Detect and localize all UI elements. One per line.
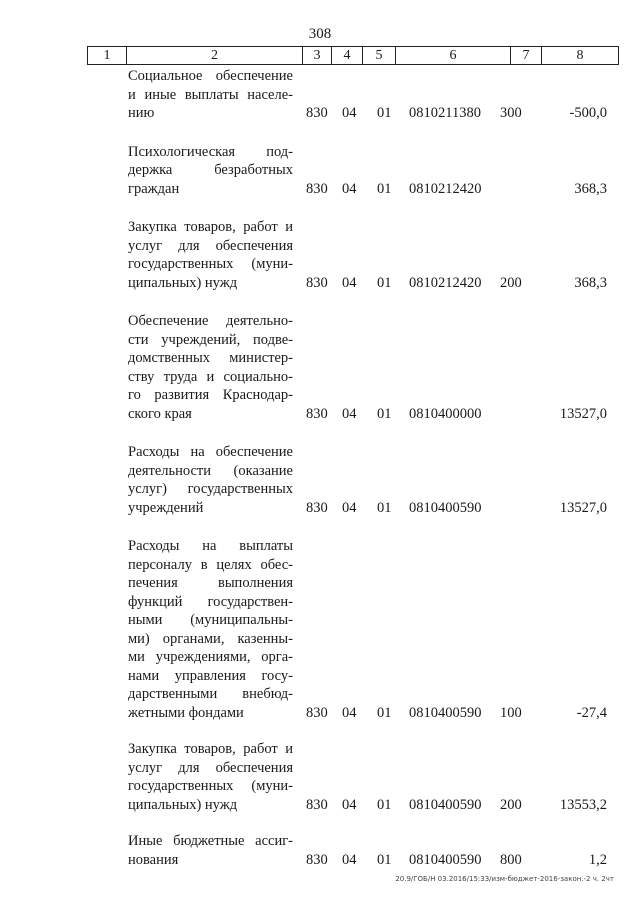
section-code: 04 — [342, 180, 357, 197]
description-line: го развития Краснодар- — [128, 387, 293, 403]
target-article-code: 0810212420 — [409, 274, 482, 291]
amount: 13553,2 — [559, 796, 607, 813]
column-header-1: 1 — [88, 47, 127, 64]
row-values — [0, 180, 640, 199]
description-line: держка безработных — [128, 162, 293, 178]
description-line: Закупка товаров, работ и — [128, 219, 293, 235]
row-values — [0, 274, 640, 293]
expense-type-code: 300 — [500, 105, 522, 121]
description-line: граждан — [128, 180, 180, 197]
description-line: дарственными внебюд- — [128, 686, 293, 702]
description-line: Обеспечение деятельно- — [128, 313, 293, 329]
description-line: Иные бюджетные ассиг- — [128, 833, 293, 849]
section-code: 04 — [342, 704, 357, 721]
amount: 1,2 — [588, 851, 607, 868]
description-line: нами управления госу- — [128, 667, 293, 684]
section-code: 04 — [342, 796, 357, 813]
subsection-code: 01 — [377, 796, 392, 813]
footer-stamp: 20.9/ГОБ/Н 03.2016/15:33/изм-бюджет-2016-закон.-2 ч. 2чт — [395, 875, 614, 883]
target-article-code: 0810400590 — [409, 851, 482, 868]
subsection-code: 01 — [377, 405, 392, 422]
ministry-code: 830 — [306, 851, 328, 868]
description-line: Расходы на обеспечение — [128, 444, 293, 460]
subsection-code: 01 — [377, 180, 392, 197]
ministry-code: 830 — [306, 180, 328, 197]
description-line: учреждений — [128, 499, 204, 516]
description-line: сти учреждений, подве- — [128, 331, 293, 348]
table-row — [0, 312, 640, 423]
amount: 368,3 — [574, 180, 607, 197]
column-header-7: 7 — [511, 47, 542, 64]
description-line: Закупка товаров, работ и — [128, 741, 293, 757]
subsection-code: 01 — [377, 499, 392, 516]
amount: -27,4 — [576, 704, 607, 721]
description-line: деятельности (оказание — [128, 462, 293, 479]
description-line: печения выполнения — [128, 575, 293, 591]
target-article-code: 0810400590 — [409, 704, 482, 721]
row-values — [0, 851, 640, 870]
column-header-4: 4 — [332, 47, 363, 64]
table-row — [0, 740, 640, 814]
description-line: государственных (муни- — [128, 256, 293, 272]
amount: 13527,0 — [559, 405, 607, 422]
description-line: функций государствен- — [128, 593, 293, 610]
description-line: Психологическая под- — [128, 143, 293, 160]
description-line: персоналу в целях обес- — [128, 556, 293, 573]
description-line: ми) органами, казенны- — [128, 630, 293, 647]
description-line: услуг для обеспечения — [128, 759, 293, 776]
column-header-2: 2 — [127, 47, 303, 64]
description-line: и иные выплаты населе- — [128, 86, 293, 103]
budget-table-body — [0, 67, 640, 869]
table-row — [0, 443, 640, 517]
expense-type-code: 100 — [500, 704, 522, 721]
ministry-code: 830 — [306, 274, 328, 291]
ministry-code: 830 — [306, 105, 328, 121]
column-header-3: 3 — [303, 47, 332, 64]
target-article-code: 0810400590 — [409, 499, 482, 516]
table-header — [87, 46, 619, 65]
target-article-code: 0810212420 — [409, 180, 482, 197]
description-line: ми учреждениями, орга- — [128, 649, 293, 665]
table-row — [0, 218, 640, 292]
row-values — [0, 704, 640, 723]
description-line: Расходы на выплаты — [128, 538, 293, 554]
ministry-code: 830 — [306, 704, 328, 721]
expense-type-code: 800 — [500, 851, 522, 868]
amount: -500,0 — [569, 105, 607, 121]
ministry-code: 830 — [306, 405, 328, 422]
description-line: нию — [128, 105, 155, 121]
table-row — [0, 832, 640, 869]
description-line: услуг) государственных — [128, 481, 293, 497]
target-article-code: 0810211380 — [409, 105, 481, 121]
description-line: государственных (муни- — [128, 778, 293, 794]
table-row — [0, 143, 640, 199]
row-values — [0, 499, 640, 518]
subsection-code: 01 — [377, 704, 392, 721]
section-code: 04 — [342, 851, 357, 868]
subsection-code: 01 — [377, 274, 392, 291]
amount: 13527,0 — [559, 499, 607, 516]
description-line: ству труда и социально- — [128, 368, 293, 385]
page-number: 308 — [308, 26, 332, 42]
section-code: 04 — [342, 405, 357, 422]
ministry-code: 830 — [306, 499, 328, 516]
column-header-5: 5 — [363, 47, 396, 64]
description-line: Социальное обеспечение — [128, 68, 293, 84]
row-values — [0, 104, 640, 123]
table-row — [0, 537, 640, 722]
description-line: нования — [128, 851, 179, 868]
row-description — [128, 537, 293, 722]
ministry-code: 830 — [306, 796, 328, 813]
row-values — [0, 796, 640, 815]
section-code: 04 — [342, 274, 357, 291]
description-line: ципальных) нужд — [128, 274, 238, 291]
amount: 368,3 — [574, 274, 607, 291]
section-code: 04 — [342, 499, 357, 516]
description-line: ского края — [128, 405, 192, 422]
description-line: услуг для обеспечения — [128, 237, 293, 254]
description-line: ными (муниципальны- — [128, 612, 293, 628]
section-code: 04 — [342, 105, 357, 121]
expense-type-code: 200 — [500, 274, 522, 291]
description-line: жетными фондами — [128, 704, 244, 721]
subsection-code: 01 — [377, 851, 392, 868]
subsection-code: 01 — [377, 105, 392, 121]
target-article-code: 0810400000 — [409, 405, 482, 422]
row-values — [0, 405, 640, 424]
column-header-8: 8 — [576, 48, 584, 63]
description-line: ципальных) нужд — [128, 796, 238, 813]
table-row — [0, 67, 640, 123]
description-line: домственных министер- — [128, 350, 293, 366]
column-header-6: 6 — [396, 47, 511, 64]
expense-type-code: 200 — [500, 796, 522, 813]
target-article-code: 0810400590 — [409, 796, 482, 813]
